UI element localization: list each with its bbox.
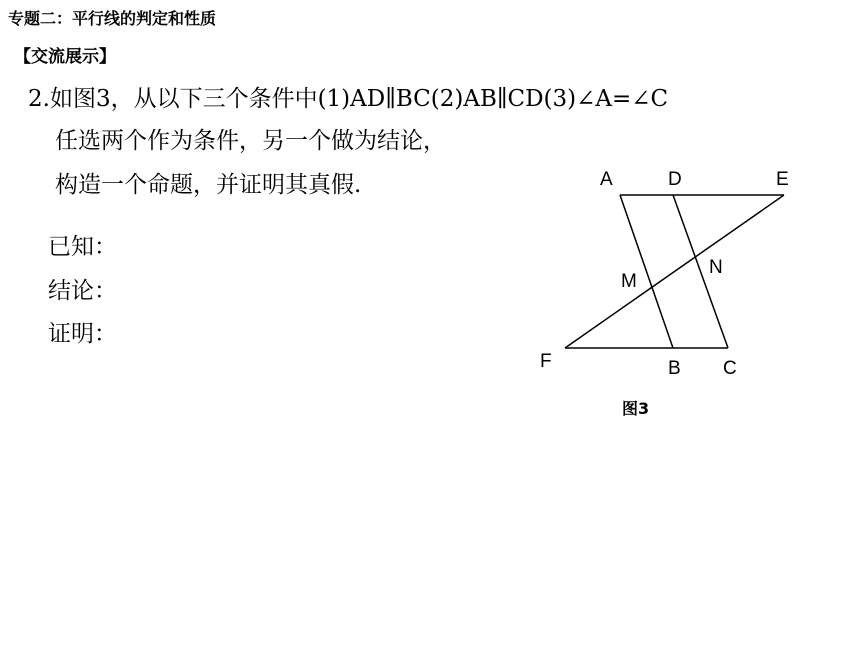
figure-caption: 图3	[622, 399, 650, 418]
question-line-1: 2.如图3，从以下三个条件中(1)AD∥BC(2)AB∥CD(3)∠A=∠C	[28, 86, 669, 112]
proof-label: 证明：	[48, 321, 117, 347]
question-line-3: 构造一个命题，并证明其真假.	[55, 172, 362, 198]
point-label-N: N	[709, 257, 723, 278]
point-label-C: C	[723, 358, 737, 379]
page-topic: 专题二：平行线的判定和性质	[8, 9, 217, 28]
point-label-M: M	[621, 271, 637, 292]
point-label-D: D	[668, 169, 682, 190]
point-label-B: B	[668, 358, 681, 379]
point-label-E: E	[776, 169, 789, 190]
segment-EF	[565, 195, 784, 348]
point-label-A: A	[600, 169, 613, 190]
question-line-2: 任选两个作为条件，另一个做为结论，	[55, 128, 446, 154]
section-heading: 【交流展示】	[14, 47, 116, 67]
given-label: 已知：	[48, 234, 117, 260]
conclusion-label: 结论：	[48, 278, 117, 304]
point-label-F: F	[540, 351, 552, 372]
